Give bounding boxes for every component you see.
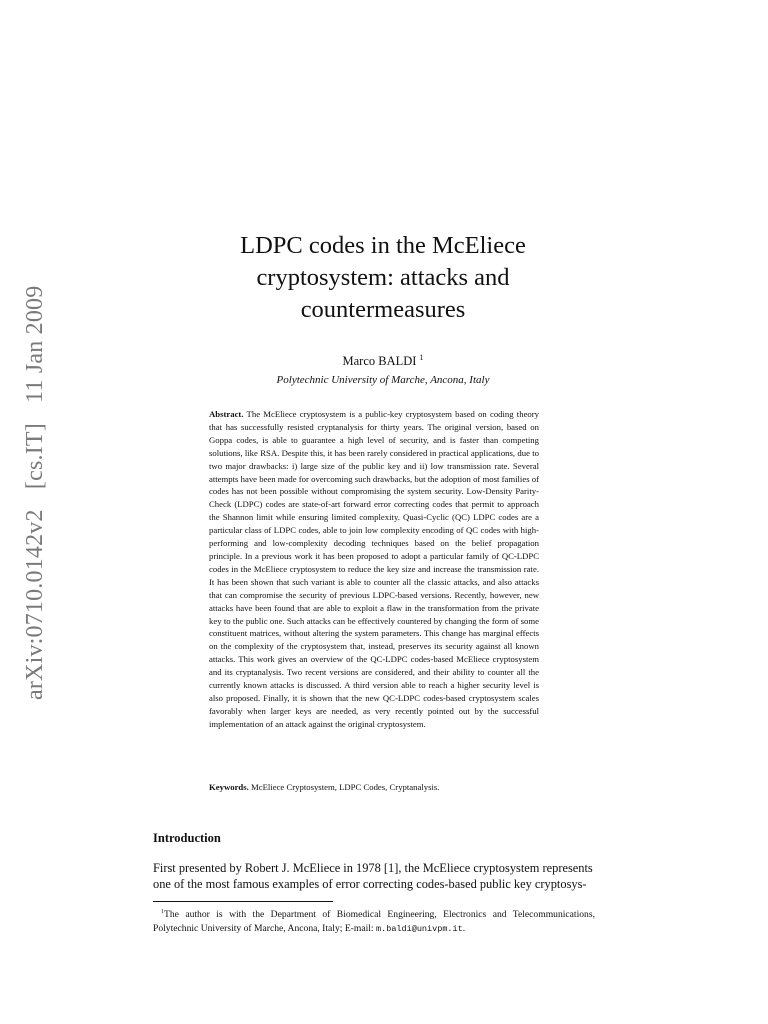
author-affiliation: Polytechnic University of Marche, Ancona, Italy bbox=[276, 374, 490, 386]
footnote-end: . bbox=[462, 923, 466, 935]
arxiv-category: [cs.IT] bbox=[22, 423, 48, 490]
footnote-text: The author is with the Department of Biomedical Engineering, Electronics and Telecommunications, Polytechnic University of Marche, Ancona, Italy; E-mail: bbox=[153, 909, 595, 935]
footnote bbox=[153, 905, 595, 936]
footnote-mark: 1 bbox=[161, 909, 164, 915]
author-name: Marco BALDI bbox=[342, 354, 417, 369]
keywords-text: McEliece Cryptosystem, LDPC Codes, Cryptanalysis. bbox=[251, 782, 440, 792]
author-footnote-mark: 1 bbox=[419, 353, 424, 362]
arxiv-identifier-stamp bbox=[22, 272, 49, 700]
arxiv-id: arXiv:0710.0142v2 bbox=[22, 509, 48, 700]
title-line: cryptosystem: attacks and bbox=[256, 264, 510, 291]
section-heading-introduction: Introduction bbox=[153, 831, 221, 845]
keywords-label: Keywords. bbox=[209, 782, 249, 792]
keywords bbox=[209, 781, 539, 794]
paper-title bbox=[160, 230, 606, 326]
arxiv-date: 11 Jan 2009 bbox=[22, 285, 48, 403]
footnote-email: m.baldi@univpm.it bbox=[376, 924, 463, 935]
abstract bbox=[209, 408, 539, 731]
introduction-paragraph bbox=[153, 860, 595, 892]
title-line: LDPC codes in the McEliece bbox=[240, 232, 526, 259]
title-line: countermeasures bbox=[300, 296, 466, 323]
author-line bbox=[160, 353, 606, 369]
abstract-label: Abstract. bbox=[209, 409, 244, 419]
footnote-divider bbox=[153, 901, 333, 902]
introduction-line: First presented by Robert J. McEliece in 1978 [1], the McEliece cryptosystem represents bbox=[153, 861, 593, 875]
introduction-line: one of the most famous examples of error correcting codes-based public key cryptosys- bbox=[153, 877, 587, 891]
abstract-text: The McEliece cryptosystem is a public-key cryptosystem based on coding theory that has successfully resisted cryptanalysis for thirty years. The original version, based on Goppa codes, is able to guarantee a high level of security, and is faster than competing solutions, like RSA. Despite this, it has been rarely considered in practical applications, due to two major drawbacks: i) large size of the public key and ii) low transmission rate. Several attempts have been made for overcoming such drawbacks, but the adoption of most families of codes has not been possible without compromising the system security. Low-Density Parity-Check (LDPC) codes are state-of-art forward error correcting codes that permit to approach the Shannon limit while ensuring limited complexity. Quasi-Cyclic (QC) LDPC codes are a particular class of LDPC codes, able to join low complexity encoding of QC codes with high-performing and low-complexity decoding techniques based on the belief propagation principle. In a previous work it has been proposed to adopt a particular family of QC-LDPC codes in the McEliece cryptosystem to reduce the key size and increase the transmission rate. It has been shown that such variant is able to counter all the classic attacks, and also attacks that can compromise the security of previous LDPC-based versions. Recently, however, new attacks have been found that are able to exploit a flaw in the transformation from the private key to the public one. Such attacks can be effectively countered by changing the form of some constituent matrices, without altering the system parameters. This change has marginal effects on the complexity of the cryptosystem that, instead, preserves its security against all known attacks. This work gives an overview of the QC-LDPC codes-based McEliece cryptosystem and its cryptanalysis. Two recent versions are considered, and their ability to counter all the currently known attacks is discussed. A third version able to reach a higher security level is also proposed. Finally, it is shown that the new QC-LDPC codes-based cryptosystem scales favorably when larger keys are needed, as very recently pointed out by the successful implementation of an attack against the original cryptosystem. bbox=[209, 409, 539, 729]
